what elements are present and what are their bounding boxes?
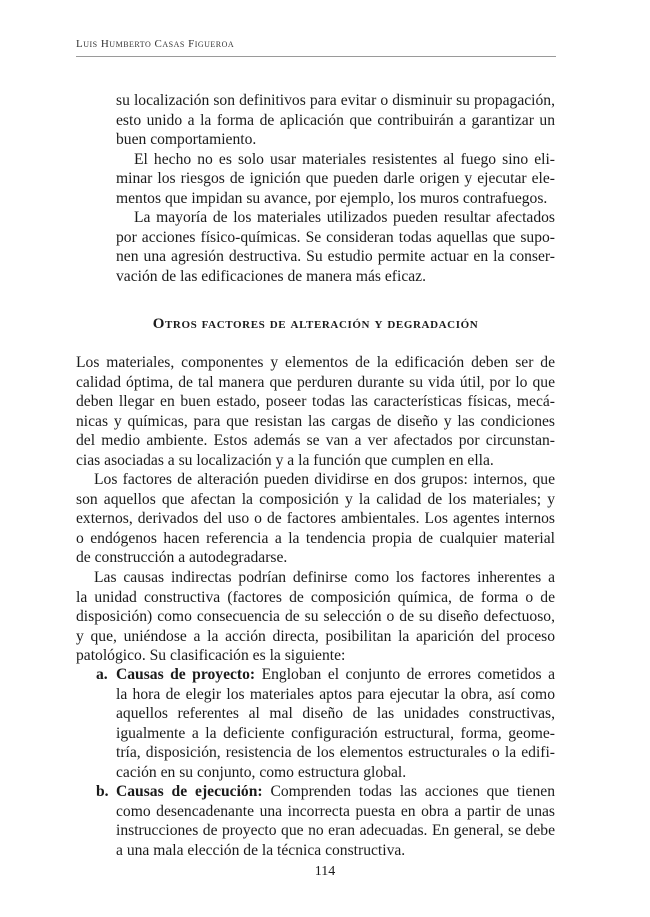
text-line: patológico. Su clasificación es la siguiente: [76,647,346,665]
text-line: su localización son definitivos para evitar o disminuir su propagación, [116,92,555,109]
section-body [76,353,555,666]
body-paragraph [76,470,555,568]
intro-paragraph [116,91,555,150]
list-marker: a. [96,666,108,683]
text-line: la unidad constructiva (factores de composición química, de forma o de [76,588,555,606]
body-paragraph [76,353,555,470]
text-line: aquellos referentes al mal diseño de las unidades constructivas, [116,705,555,723]
text-line: nen una agresión destructiva. Su estudio permite actuar en la conser- [116,248,555,266]
text-line: La mayoría de los materiales utilizados pueden resultar afectados [134,209,555,227]
text-line: como desencadenante una incorrecta puesta en obra a partir de unas [116,802,555,820]
text-line: la hora de elegir los materiales aptos para ejecutar la obra, así como [116,685,555,703]
text-line: por acciones físico-químicas. Se consideran todas aquellas que supo- [116,228,555,246]
text-line: disposición) como consecuencia de su selección o de su diseño defectuoso, [76,608,555,626]
text-line: nicas y químicas, para que resistan las cargas de diseño y las condiciones [76,412,555,430]
list-item [96,665,555,782]
text-line: tría, disposición, resistencia de los elementos estructurales o la edifi- [116,744,555,762]
body-paragraph [76,568,555,666]
text-line: Los factores de alteración pueden dividirse en dos grupos: internos, que [94,471,555,489]
intro-paragraph [116,208,555,286]
header-rule [76,56,556,57]
text-line: mentos que impidan su avance, por ejemplo, los muros contrafuegos. [116,189,548,207]
section-heading: Otros factores de alteración y degradación [152,316,479,332]
running-head: Luis Humberto Casas Figueroa [76,38,235,50]
list-term: Causas de proyecto: [116,666,256,683]
causes-list [96,665,555,860]
text-line: Las causas indirectas podrían definirse como los factores inherentes a [94,569,555,587]
text-line: a una mala elección de la técnica constructiva. [116,841,406,859]
text-line: El hecho no es solo usar materiales resistentes al fuego sino eli- [134,150,555,168]
text-line: cación en su conjunto, como estructura global. [116,763,407,781]
text-line: deben llegar en buen estado, poseer todas las características físicas, mecá- [76,393,555,411]
text-line: o endógenos hacen referencia a la tendencia propia de cualquier material [76,529,555,547]
text-line: de construcción a autodegradarse. [76,549,288,567]
text-line: buen comportamiento. [116,131,257,149]
text-line: calidad óptima, de tal manera que perduren durante su vida útil, por lo que [76,373,555,391]
text-line: vación de las edificaciones de manera más eficaz. [116,267,426,285]
text-line: esto unido a la forma de aplicación que contribuirán a garantizar un [116,111,555,129]
text-line: minar los riesgos de ignición que pueden darle origen y ejecutar ele- [116,170,555,188]
text-line: igualmente a la deficiente configuración estructural, forma, geome- [116,724,555,742]
text-line: cias asociadas a su localización y a la función que cumplen en ella. [76,451,494,469]
page-number: 114 [314,864,336,879]
intro-paragraph [116,150,555,209]
text-line: Los materiales, componentes y elementos de la edificación deben ser de [76,354,555,371]
intro-text [116,91,555,286]
list-term: Causas de ejecución: [116,783,263,801]
text-line: del medio ambiente. Estos además se van a ver afectados por circunstan- [76,432,555,450]
list-marker: b. [96,783,109,801]
text-line: Comprenden todas las acciones que tienen [270,783,555,801]
text-line: instrucciones de proyecto que no eran adecuadas. En general, se debe [116,822,555,840]
text-line: son aquellos que afectan la composición y la calidad de los materiales; y [76,490,555,508]
list-item [96,782,555,860]
text-line: externos, derivados del uso o de factores ambientales. Los agentes internos [76,510,555,528]
text-line: Engloban el conjunto de errores cometidos a [261,666,555,683]
text-line: y que, uniéndose a la acción directa, posibilitan la aparición del proceso [76,627,555,645]
